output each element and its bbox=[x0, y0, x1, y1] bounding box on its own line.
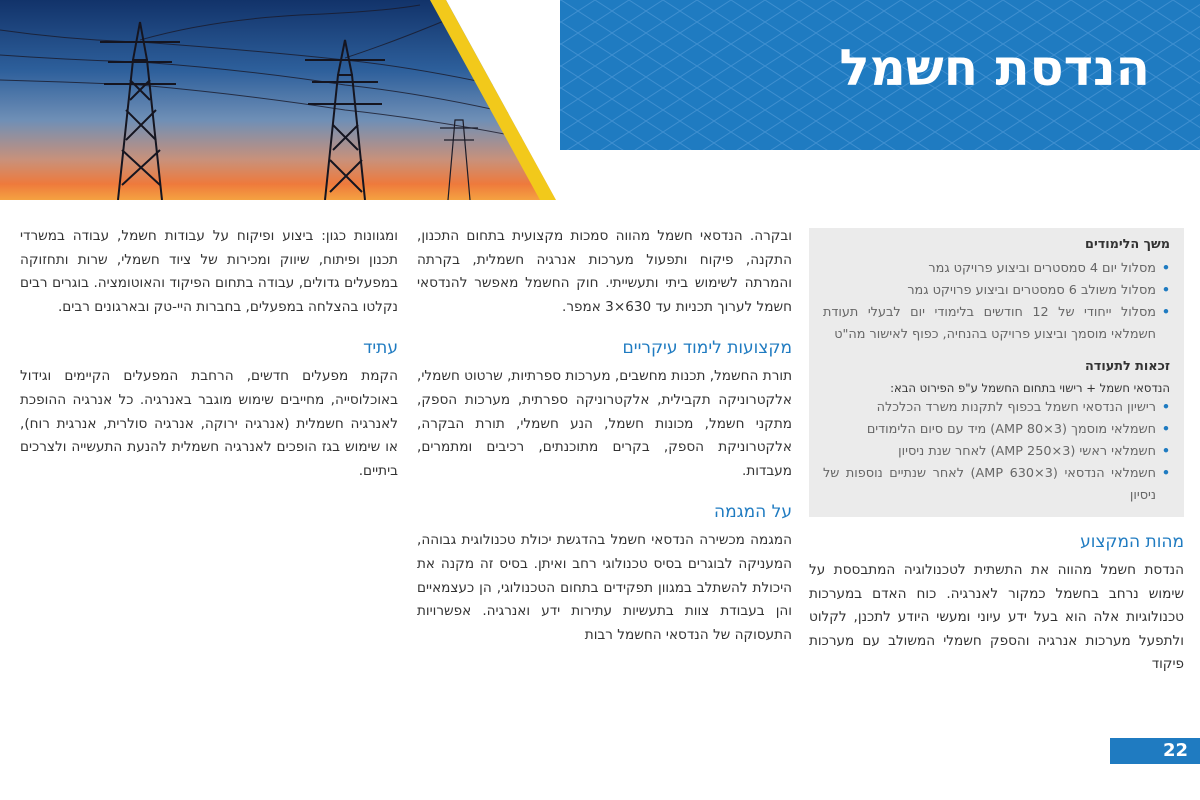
study-duration-heading: משך הלימודים bbox=[1085, 237, 1170, 252]
list-item: • חשמלאי הנדסאי (AMP 630×3) לאחר שנתיים נוספות של ניסיון bbox=[823, 463, 1170, 507]
profession-heading: מהות המקצוע bbox=[1080, 532, 1184, 552]
list-item: • רישיון הנדסאי חשמל בכפוף לתקנות משרד הכלכלה bbox=[823, 397, 1170, 419]
future-heading: עתיד bbox=[363, 338, 398, 359]
list-item: • חשמלאי ראשי (AMP 250×3) לאחר שנת ניסיון bbox=[823, 441, 1170, 463]
study-duration-list bbox=[823, 258, 1170, 346]
right-column bbox=[809, 228, 1184, 677]
page-number-badge bbox=[1110, 738, 1200, 764]
list-item: • חשמלאי מוסמך (AMP 80×3) מיד עם סיום הלימודים bbox=[823, 419, 1170, 441]
page-number: 22 bbox=[1162, 740, 1188, 761]
major-text: המגמה מכשירה הנדסאי חשמל בהדגשת יכולת טכנולוגית גבוהה, המעניקה לבוגרים בסיס טכנולוגי רחב ואיתן. בסיס זה מקנה את היכולת להשתלב במגוון תפקידים בתחום הטכנולוגי, הן כעצמאיים והן בעבודת צוות בתעשיות עתירות ידע ואנרגיה. אפשרויות התעסוקה של הנדסאי החשמל רבות bbox=[417, 532, 792, 643]
profession-text: הנדסת חשמל מהווה את התשתית לטכנולוגיה המתבססת על שימוש נרחב בחשמל כמקור לאנרגיה. כוח האדם במערכות טכנולוגיות אלה הוא בעל ידע עיוני ומעשי היודע לתכנן, לקלוט ולתפעל מערכות אנרגיה והספק חשמלי המשולב עם מערכות פיקוד bbox=[809, 562, 1184, 673]
list-item: • מסלול ייחודי של 12 חודשים בלימודי יום לבעלי תעודת חשמלאי מוסמך וביצוע פרויקט בהנחיה, כפוף לאישור מה"ט bbox=[823, 302, 1170, 346]
certificate-subtitle: הנדסאי חשמל + רישוי בתחום החשמל ע"פ הפירוט הבא: bbox=[890, 381, 1170, 395]
study-info-box bbox=[809, 228, 1184, 517]
middle-column bbox=[417, 225, 792, 647]
list-item: • מסלול משולב 6 סמסטרים וביצוע פרויקט גמר bbox=[823, 280, 1170, 302]
page-title: הנדסת חשמל bbox=[839, 39, 1150, 97]
certificate-list bbox=[823, 397, 1170, 507]
power-lines-photo bbox=[0, 0, 560, 200]
subjects-heading: מקצועות לימוד עיקריים bbox=[622, 338, 792, 359]
major-heading: על המגמה bbox=[713, 502, 792, 523]
list-item: • מסלול יום 4 סמסטרים וביצוע פרויקט גמר bbox=[823, 258, 1170, 280]
header-banner bbox=[0, 0, 1200, 200]
certificate-heading: זכאות לתעודה bbox=[1085, 359, 1170, 374]
future-text: הקמת מפעלים חדשים, הרחבת המפעלים הקיימים וגידול באוכלוסייה, מחייבים שימוש מוגבר באנרגיה. כל אנרגיה ההופכת לאנרגיה חשמלית (אנרגיה ירוקה, אנרגיה סולרית, אנרגית רוח), או שימוש בגז הופכים לאנרגיה חשמלית להנעת התעשייה ולצרכים ביתיים. bbox=[20, 368, 398, 479]
left-column bbox=[20, 225, 398, 483]
subjects-text: תורת החשמל, תכנות מחשבים, מערכות ספרתיות, שרטוט חשמלי, אלקטרוניקה תקבילית, אלקטרוניקה ספרתית, מערכות הספק, מתקני חשמל, מכונות חשמל, הנע חשמלי, תורת הבקרה, אלקטרוניקת הספק, בקרים מתוכנתים, רכיבים ומתמרים, מעבדות. bbox=[417, 368, 792, 479]
left-intro-text: ומגוונות כגון: ביצוע ופיקוח על עבודות חשמל, עבודה במשרדי תכנון ופיתוח, שיווק ומכירות של ציוד חשמלי, שרות ותחזוקה במפעלים גדולים, עבודה בתחום הפיקוד והאוטומציה. בוגרים רבים נקלטו בהצלחה במפעלים, בחברות היי-טק ובארגונים רבים. bbox=[20, 228, 398, 315]
middle-intro-text: ובקרה. הנדסאי חשמל מהווה סמכות מקצועית בתחום התכנון, התקנה, פיקוח ותפעול מערכות אנרגיה חשמלית, בקרתה והמרתה לשימוש ביתי ותעשייתי. חוק החשמל מאפשר להנדסאי חשמל לערוך תכניות עד 630×3 אמפר. bbox=[417, 228, 792, 315]
